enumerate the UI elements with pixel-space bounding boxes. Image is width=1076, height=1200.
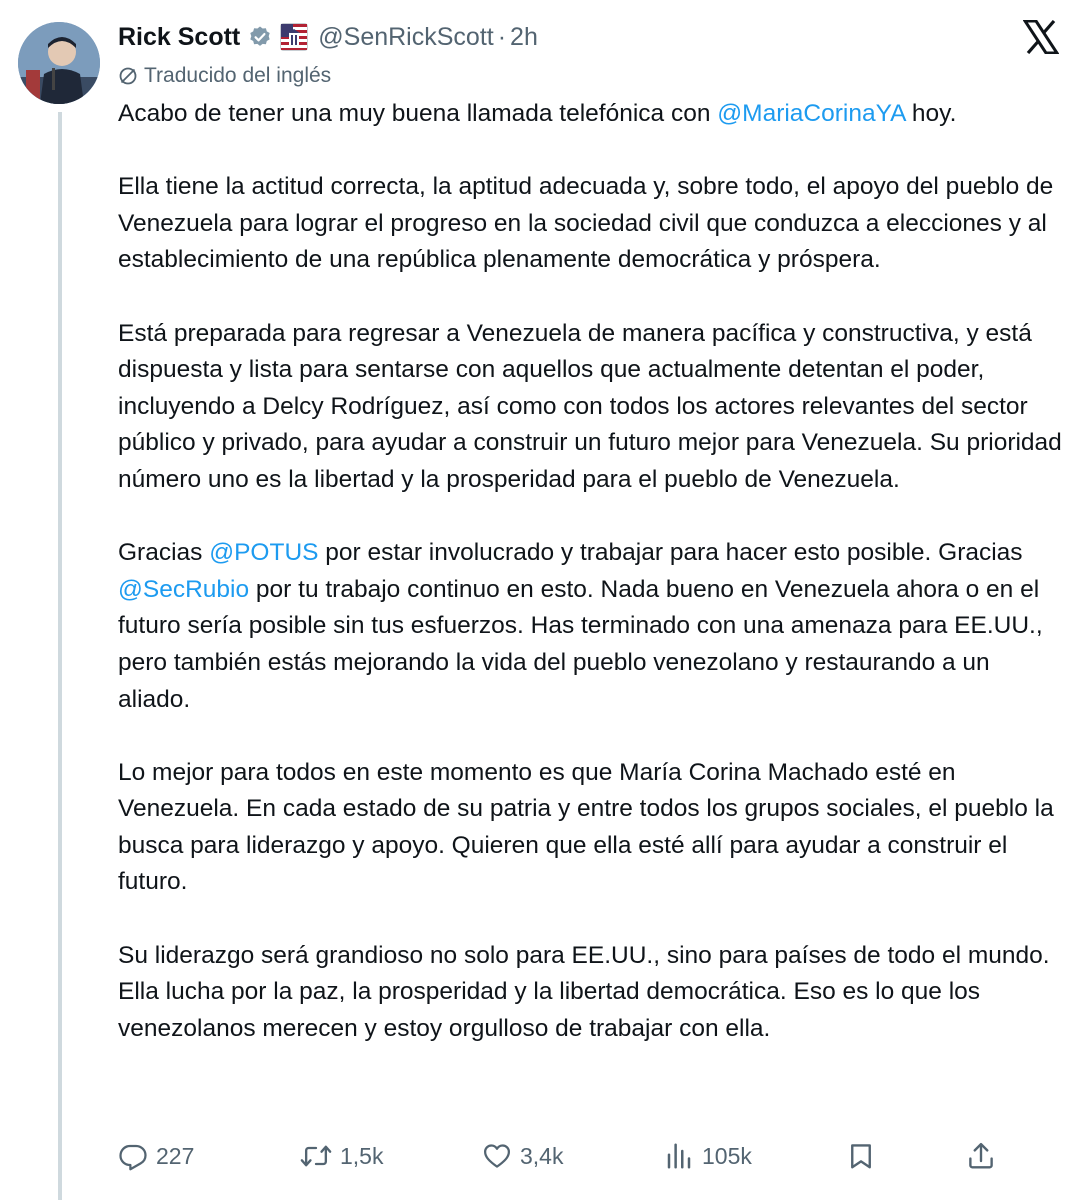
author-handle[interactable]: @SenRickScott bbox=[318, 22, 494, 51]
tweet-text-segment: por estar involucrado y trabajar para hacer esto posible. Gracias bbox=[318, 539, 1023, 567]
verified-badge-icon bbox=[248, 25, 272, 49]
tweet-text-segment: por tu trabajo continuo en esto. Nada bueno en Venezuela ahora o en el futuro sería posible sin tus esfuerzos. Has terminado con una amenaza para EE.UU., pero también estás mejorando la vida del pueblo venezolano y restaurando a un aliado. bbox=[118, 575, 1043, 713]
mention-link[interactable]: @POTUS bbox=[209, 539, 319, 567]
share-icon bbox=[966, 1141, 996, 1171]
tweet-text-segment: Ella tiene la actitud correcta, la aptitud adecuada y, sobre todo, el apoyo del pueblo de Venezuela para lograr el progreso en la sociedad civil que conduzca a elecciones y al establecimiento de una república plenamente democrática y próspera. bbox=[118, 173, 1054, 274]
avatar-photo bbox=[18, 22, 100, 104]
like-icon bbox=[482, 1141, 512, 1171]
header-separator: · bbox=[497, 22, 507, 51]
tweet-text-segment: Su liderazgo será grandioso no solo para EE.UU., sino para países de todo el mundo. Ella lucha por la paz, la prosperidad y la libertad democrática. Eso es lo que los venezolanos merecen y estoy orgulloso de trabajar con ella. bbox=[118, 941, 1050, 1042]
tweet-text-segment: Lo mejor para todos en este momento es que María Corina Machado esté en Venezuela. En cada estado de su patria y entre todos los grupos sociales, el pueblo la busca para liderazgo y apoyo. Quieren que ella esté allí para ayudar a construir el futuro. bbox=[118, 758, 1054, 896]
bookmark-icon bbox=[846, 1141, 876, 1171]
tweet-text-segment: Está preparada para regresar a Venezuela de manera pacífica y constructiva, y está dispuesta y lista para sentarse con aquellos que actualmente detentan el poder, incluyendo a Delcy Rodríguez, así como con todos los actores relevantes del sector público y privado, para ayudar a construir un futuro mejor para Venezuela. Su prioridad número uno es la libertad y la prosperidad para el pueblo de Venezuela. bbox=[118, 319, 1062, 493]
reply-icon bbox=[118, 1141, 148, 1171]
tweet-header bbox=[118, 18, 538, 56]
tweet-text-segment: Gracias bbox=[118, 539, 210, 567]
x-logo-icon bbox=[1023, 20, 1059, 54]
view-count: 105k bbox=[702, 1142, 752, 1169]
tweet-paragraph bbox=[118, 535, 1062, 718]
reply-button[interactable] bbox=[118, 1136, 194, 1176]
mention-link[interactable]: @SecRubio bbox=[118, 575, 250, 603]
repost-button[interactable] bbox=[300, 1136, 383, 1176]
avatar[interactable] bbox=[18, 22, 100, 104]
tweet-text-segment: Acabo de tener una muy buena llamada telefónica con bbox=[118, 100, 718, 127]
translate-icon bbox=[118, 66, 138, 86]
views-button[interactable] bbox=[664, 1136, 752, 1176]
views-icon bbox=[664, 1141, 694, 1171]
translation-notice[interactable] bbox=[118, 62, 331, 90]
tweet-paragraph bbox=[118, 316, 1062, 499]
mention-link[interactable]: @MariaCorinaYA bbox=[717, 100, 906, 127]
like-count: 3,4k bbox=[520, 1142, 564, 1169]
action-bar bbox=[118, 1136, 1018, 1176]
tweet-paragraph bbox=[118, 169, 1062, 279]
tweet-paragraph bbox=[118, 96, 1062, 133]
repost-icon bbox=[300, 1141, 332, 1171]
tweet-paragraph bbox=[118, 755, 1062, 901]
post-time[interactable]: 2h bbox=[510, 22, 538, 51]
bookmark-button[interactable] bbox=[846, 1136, 876, 1176]
tweet-text-segment: hoy. bbox=[905, 100, 957, 127]
share-button[interactable] bbox=[966, 1136, 996, 1176]
author-name[interactable]: Rick Scott bbox=[118, 22, 241, 51]
translation-label: Traducido del inglés bbox=[144, 64, 332, 87]
thread-line bbox=[58, 112, 62, 1200]
reply-count: 227 bbox=[156, 1142, 195, 1169]
like-button[interactable] bbox=[482, 1136, 563, 1176]
tweet-text bbox=[118, 96, 1062, 1047]
repost-count: 1,5k bbox=[340, 1142, 384, 1169]
us-senate-flag-icon[interactable] bbox=[280, 23, 308, 51]
tweet-paragraph bbox=[118, 938, 1062, 1048]
